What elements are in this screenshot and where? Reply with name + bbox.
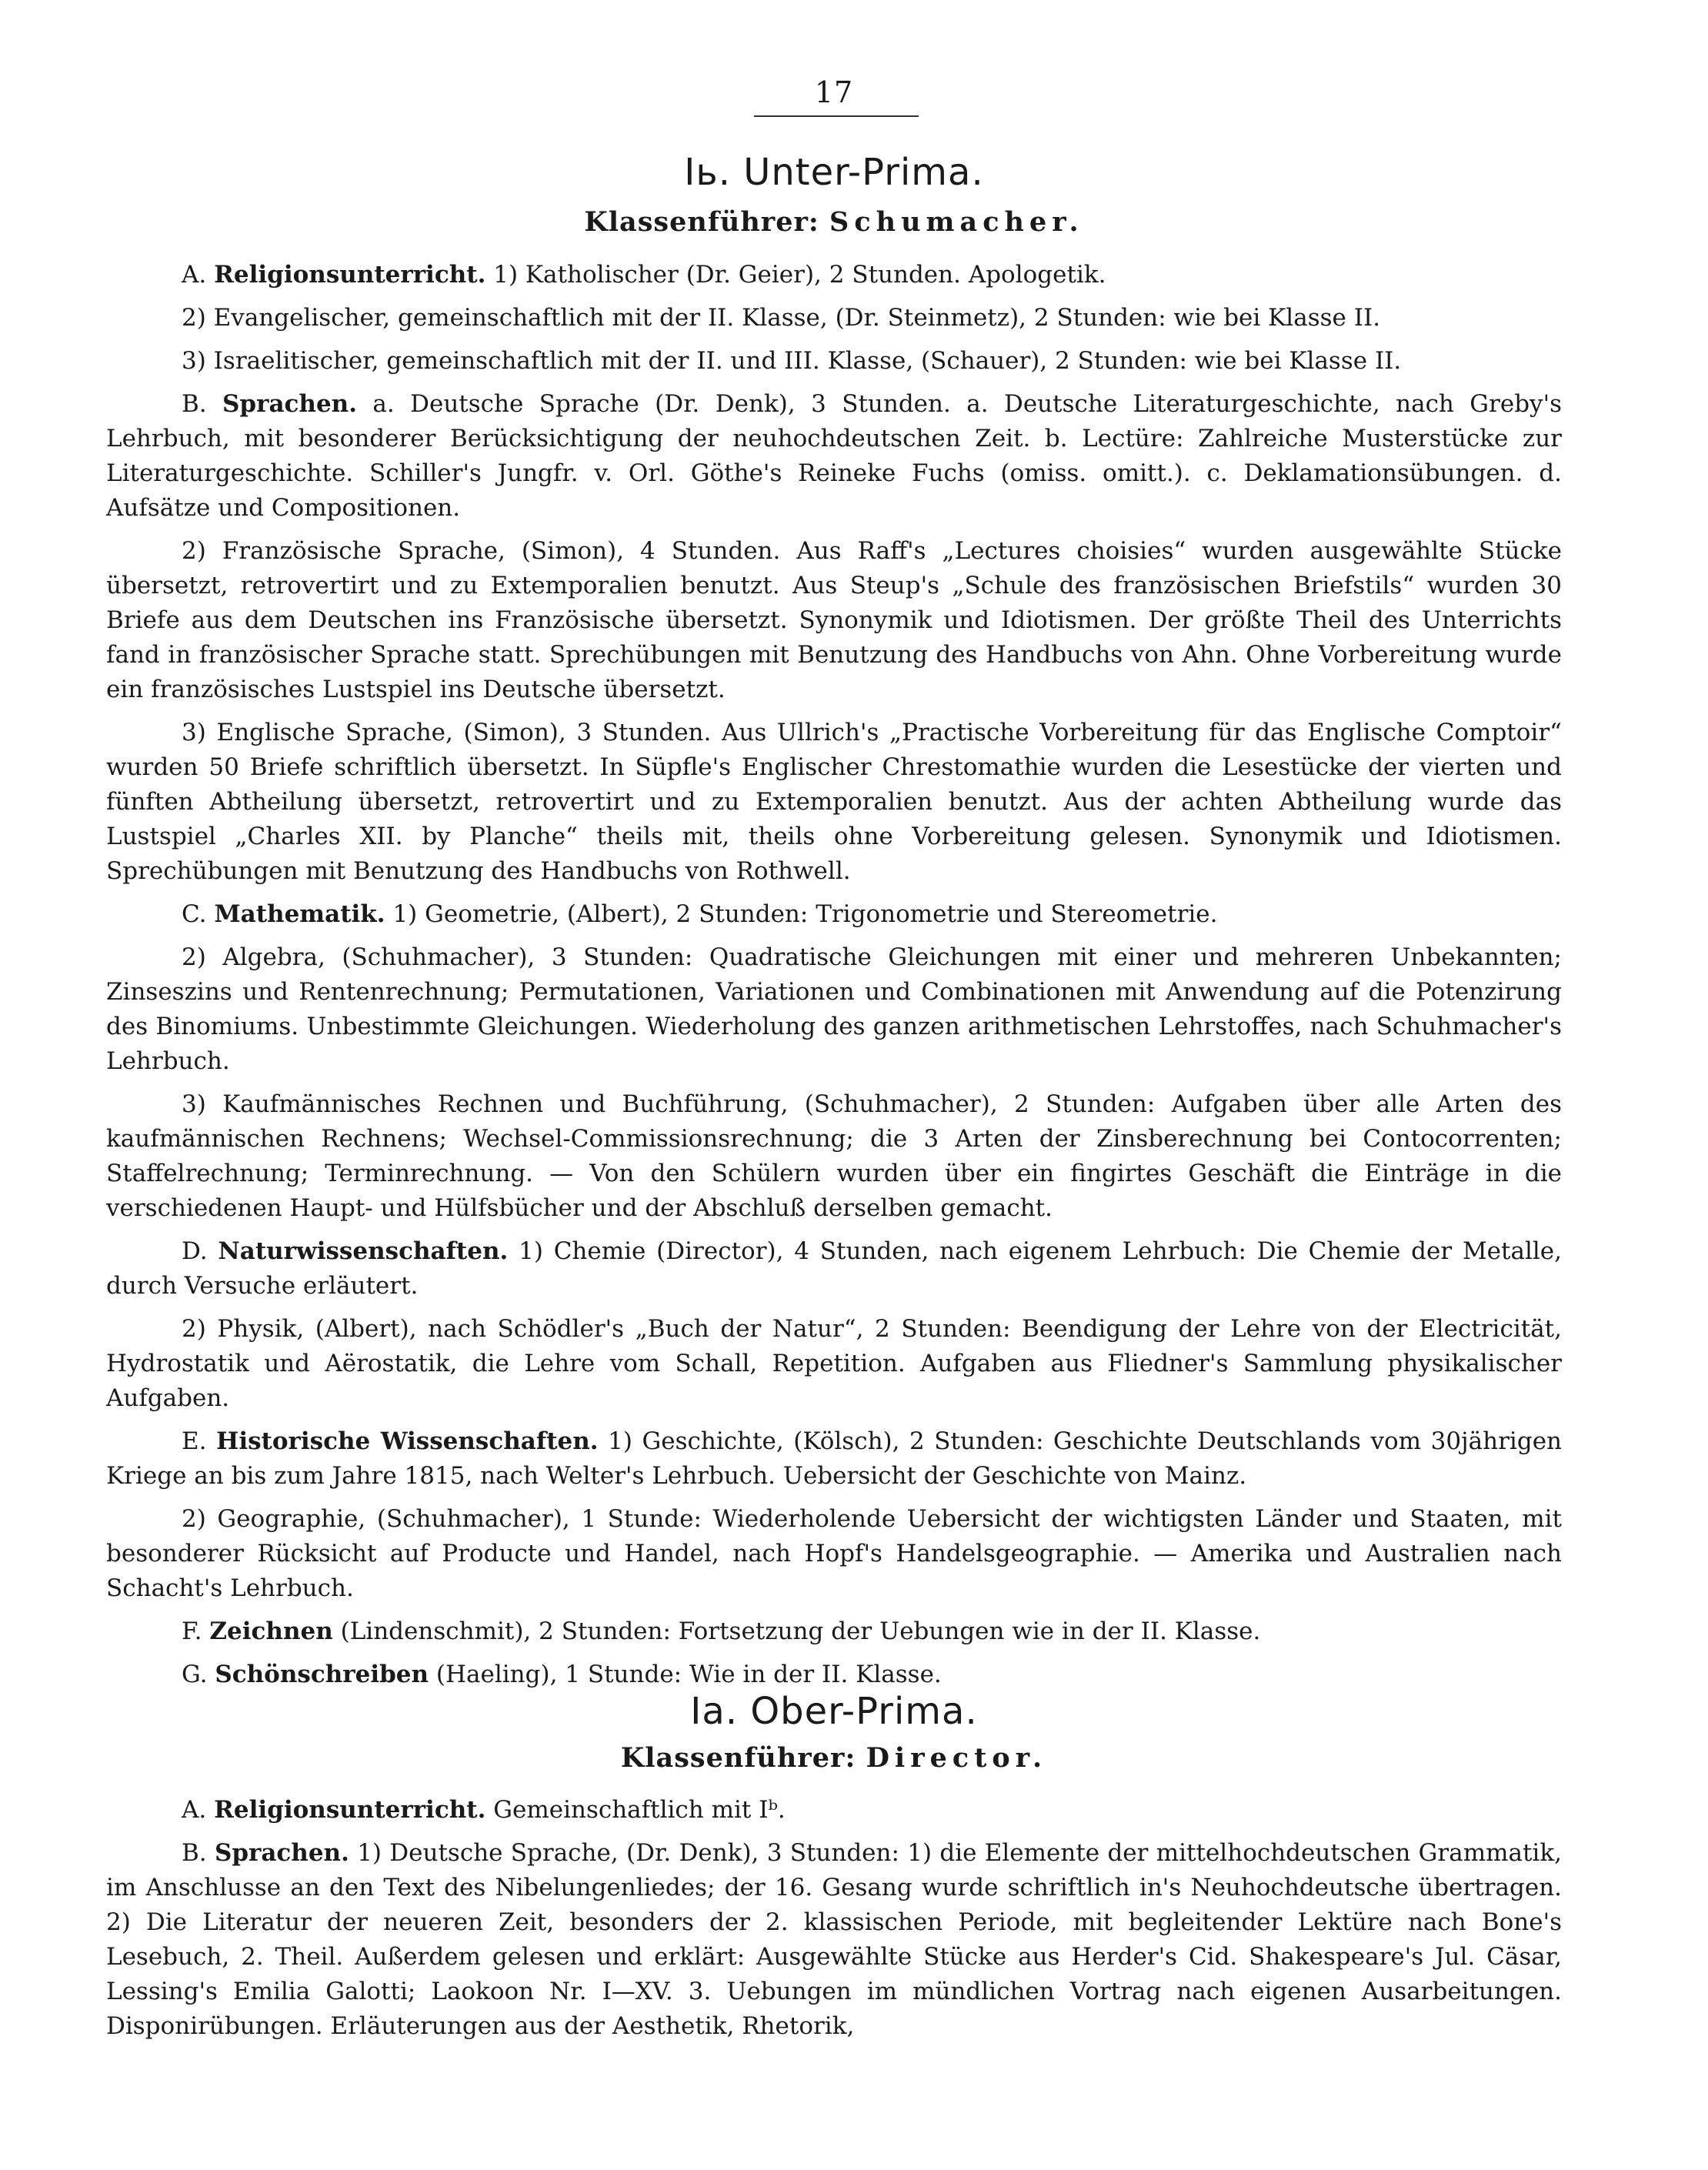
paragraph-G: G. Schönschreiben (Haeling), 1 Stunde: Wie in der II. Klasse. <box>182 1661 942 1688</box>
heading-historische-wissenschaften: Historische Wissenschaften. <box>216 1427 599 1455</box>
paragraph-ober-B: B. Sprachen. 1) Deutsche Sprache, (Dr. Denk), 3 Stunden: 1) die Elemente der mittelhochdeutschen Grammatik, im Anschlusse an den Text des Nibelungenliedes; der 16. Gesang wurde schriftlich in's Neuhochdeutsche übertragen. 2) Die Literatur der neueren Zeit, besonders der 2. klassischen Periode, mit begleitender Lektüre nach Bone's Lesebuch, 2. Theil. Außerdem gelesen und erklärt: Ausgewählte Stücke aus Herder's Cid. Shakespeare's Jul. Cäsar, Lessing's Emilia Galotti; Laokoon Nr. I—XV. 3. Uebungen im mündlichen Vortrag nach eigenen Ausarbeitungen. Disponirübungen. Erläuterungen aus der Aesthetik, Rhetorik, <box>106 1839 1562 2040</box>
paragraph-E1: E. Historische Wissenschaften. 1) Geschichte, (Kölsch), 2 Stunden: Geschichte Deutschlands vom 30jährigen Kriege an bis zum Jahre 1815, nach Welter's Lehrbuch. Uebersicht der Geschichte von Mainz. <box>106 1427 1562 1490</box>
page-number-rule <box>754 115 919 117</box>
section-title-unterprima: Iь. Unter-Prima. <box>684 151 984 194</box>
heading-mathematik: Mathematik. <box>214 900 385 928</box>
page-number: 17 <box>814 75 854 109</box>
paragraph-C3: 3) Kaufmännisches Rechnen und Buchführung, (Schuhmacher), 2 Stunden: Aufgaben über alle Arten des kaufmännischen Rechnens; Wechsel-Commissionsrechnung; die 3 Arten der Zinsberechnung bei Contocorrenten; Staffelrechnung; Terminrechnung. — Von den Schülern wurden über ein fingirtes Geschäft die Einträge in die verschiedenen Haupt- und Hülfsbücher und der Abschluß derselben gemacht. <box>106 1090 1562 1222</box>
paragraph-B1: B. Sprachen. a. Deutsche Sprache (Dr. Denk), 3 Stunden. a. Deutsche Literaturgeschichte, nach Greby's Lehrbuch, mit besonderer Berücksichtigung der neuhochdeutschen Zeit. b. Lectüre: Zahlreiche Musterstücke zur Literaturgeschichte. Schiller's Jungfr. v. Orl. Göthe's Reineke Fuchs (omiss. omitt.). c. Deklamationsübungen. d. Aufsätze und Compositionen. <box>106 390 1563 522</box>
document-page <box>106 0 1562 2170</box>
paragraph-A2: 2) Evangelischer, gemeinschaftlich mit der II. Klasse, (Dr. Steinmetz), 2 Stunden: wie bei Klasse II. <box>182 304 1381 332</box>
heading-religion-ober: Religionsunterricht. <box>214 1796 486 1824</box>
heading-naturwissenschaften: Naturwissenschaften. <box>218 1237 509 1265</box>
paragraph-F: F. Zeichnen (Lindenschmit), 2 Stunden: Fortsetzung der Uebungen wie in der II. Klasse. <box>182 1617 1261 1645</box>
oberprima-body <box>106 1793 1562 2052</box>
heading-zeichnen: Zeichnen <box>209 1617 333 1645</box>
heading-sprachen-ober: Sprachen. <box>214 1839 349 1867</box>
section-title-oberprima: Ia. Ober-Prima. <box>690 1690 978 1733</box>
unterprima-body <box>106 258 1562 1701</box>
paragraph-B2: 2) Französische Sprache, (Simon), 4 Stunden. Aus Raff's „Lectures choisies“ wurden ausgewählte Stücke übersetzt, retrovertirt und zu Extemporalien benutzt. Aus Steup's „Schule des französischen Briefstils“ wurden 30 Briefe aus dem Deutschen ins Französische übersetzt. Synonymik und Idiotismen. Der größte Theil des Unterrichts fand in französischer Sprache statt. Sprechübungen mit Benutzung des Handbuchs von Ahn. Ohne Vorbereitung wurde ein französisches Lustspiel ins Deutsche übersetzt. <box>106 537 1562 703</box>
klassenfuehrer-name: Schumacher. <box>829 206 1084 238</box>
paragraph-A3: 3) Israelitischer, gemeinschaftlich mit der II. und III. Klasse, (Schauer), 2 Stunden: wie bei Klasse II. <box>182 347 1402 375</box>
klassenfuehrer-unterprima <box>106 206 1562 238</box>
klassenfuehrer-label: Klassenführer: <box>584 206 819 238</box>
heading-religion: Religionsunterricht. <box>214 261 486 289</box>
paragraph-E2: 2) Geographie, (Schuhmacher), 1 Stunde: Wiederholende Uebersicht der wichtigsten Länder und Staaten, mit besonderer Rücksicht auf Producte und Handel, nach Hopf's Handelsgeographie. — Amerika und Australien nach Schacht's Lehrbuch. <box>106 1505 1562 1602</box>
paragraph-C2: 2) Algebra, (Schuhmacher), 3 Stunden: Quadratische Gleichungen mit einer und mehreren Unbekannten; Zinseszins und Rentenrechnung; Permutationen, Variationen und Combinationen mit Anwendung auf die Potenzirung des Binomiums. Unbestimmte Gleichungen. Wiederholung des ganzen arithmetischen Lehrstoffes, nach Schuhmacher's Lehrbuch. <box>106 943 1562 1075</box>
klassenfuehrer-oberprima <box>106 1742 1562 1774</box>
klassenfuehrer-name: Director. <box>866 1742 1048 1774</box>
heading-schoenschreiben: Schönschreiben <box>215 1661 429 1688</box>
paragraph-B3: 3) Englische Sprache, (Simon), 3 Stunden. Aus Ullrich's „Practische Vorbereitung für das Englische Comptoir“ wurden 50 Briefe schriftlich übersetzt. In Süpfle's Englischer Chrestomathie wurden die Lesestücke der vierten und fünften Abtheilung übersetzt, retrovertirt und zu Extemporalien benutzt. Aus der achten Abtheilung wurde das Lustspiel „Charles XII. by Planche“ theils mit, theils ohne Vorbereitung gelesen. Synonymik und Idiotismen. Sprechübungen mit Benutzung des Handbuchs von Rothwell. <box>106 719 1562 885</box>
paragraph-D2: 2) Physik, (Albert), nach Schödler's „Buch der Natur“, 2 Stunden: Beendigung der Lehre von der Electricität, Hydrostatik und Aërostatik, die Lehre vom Schall, Repetition. Aufgaben aus Fliedner's Sammlung physikalischer Aufgaben. <box>106 1315 1562 1412</box>
paragraph-ober-A: A. Religionsunterricht. Gemeinschaftlich mit Iᵇ. <box>182 1796 786 1824</box>
paragraph-D1: D. Naturwissenschaften. 1) Chemie (Director), 4 Stunden, nach eigenem Lehrbuch: Die Chemie der Metalle, durch Versuche erläutert. <box>106 1237 1562 1300</box>
paragraph-C1: C. Mathematik. 1) Geometrie, (Albert), 2 Stunden: Trigonometrie und Stereometrie. <box>182 900 1218 928</box>
klassenfuehrer-label: Klassenführer: <box>620 1742 856 1774</box>
heading-sprachen: Sprachen. <box>222 390 357 418</box>
paragraph-A1: A. Religionsunterricht. 1) Katholischer (Dr. Geier), 2 Stunden. Apologetik. <box>182 261 1106 289</box>
